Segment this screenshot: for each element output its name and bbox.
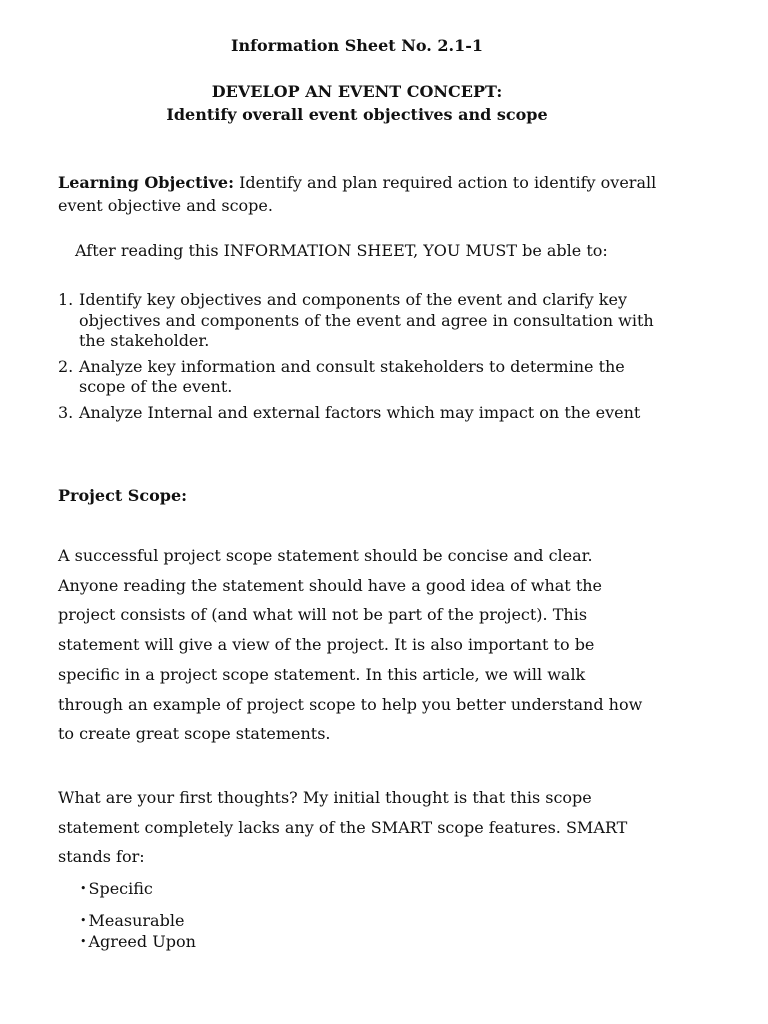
list-item — [58, 357, 658, 398]
sheet-title: Information Sheet No. 2.1-1 — [230, 36, 483, 55]
learning-objective — [58, 171, 658, 217]
project-scope-paragraph-1: A successful project scope statement should be concise and clear. Anyone reading the statement should have a good idea of what the project consists of (and what will not be part of the project). This statement will give a view of the project. It is also important to be specific in a project scope statement. In this article, we will walk through an example of project scope to help you better understand how to create great scope statements. — [58, 546, 643, 744]
bullet-icon: • — [80, 914, 87, 927]
project-scope-paragraph-2: What are your first thoughts? My initial thought is that this scope statement completely lacks any of the SMART scope features. SMART stands for: — [58, 788, 628, 867]
objectives-list — [58, 290, 658, 428]
intro-text: After reading this INFORMATION SHEET, YOU MUST be able to: — [75, 241, 608, 260]
list-item-text: Analyze key information and consult stakeholders to determine the scope of the event. — [79, 356, 625, 396]
learning-objective-text: Identify and plan required action to identify overall event objective and scope. — [58, 173, 657, 215]
bullet-icon: • — [80, 935, 87, 948]
smart-item: Agreed Upon — [88, 932, 196, 951]
list-item — [80, 879, 153, 898]
list-item-text: Identify key objectives and components of the event and clarify key objectives and components of the event and agree in consultation with the stakeholder. — [79, 290, 654, 350]
list-item-number: 2. — [58, 356, 74, 376]
list-item — [80, 932, 196, 951]
bullet-icon: • — [80, 882, 87, 895]
smart-item: Specific — [88, 879, 153, 898]
learning-objective-label: Learning Objective: — [58, 173, 235, 192]
list-item — [58, 403, 658, 424]
smart-item: Measurable — [88, 911, 185, 930]
list-item-number: 3. — [58, 402, 74, 422]
page-heading: DEVELOP AN EVENT CONCEPT: — [211, 82, 503, 101]
list-item-text: Analyze Internal and external factors which may impact on the event — [79, 402, 641, 422]
project-scope-heading: Project Scope: — [58, 486, 188, 505]
page-subheading: Identify overall event objectives and scope — [166, 105, 548, 124]
list-item-number: 1. — [58, 290, 74, 309]
list-item — [80, 911, 184, 930]
list-item — [58, 290, 658, 352]
